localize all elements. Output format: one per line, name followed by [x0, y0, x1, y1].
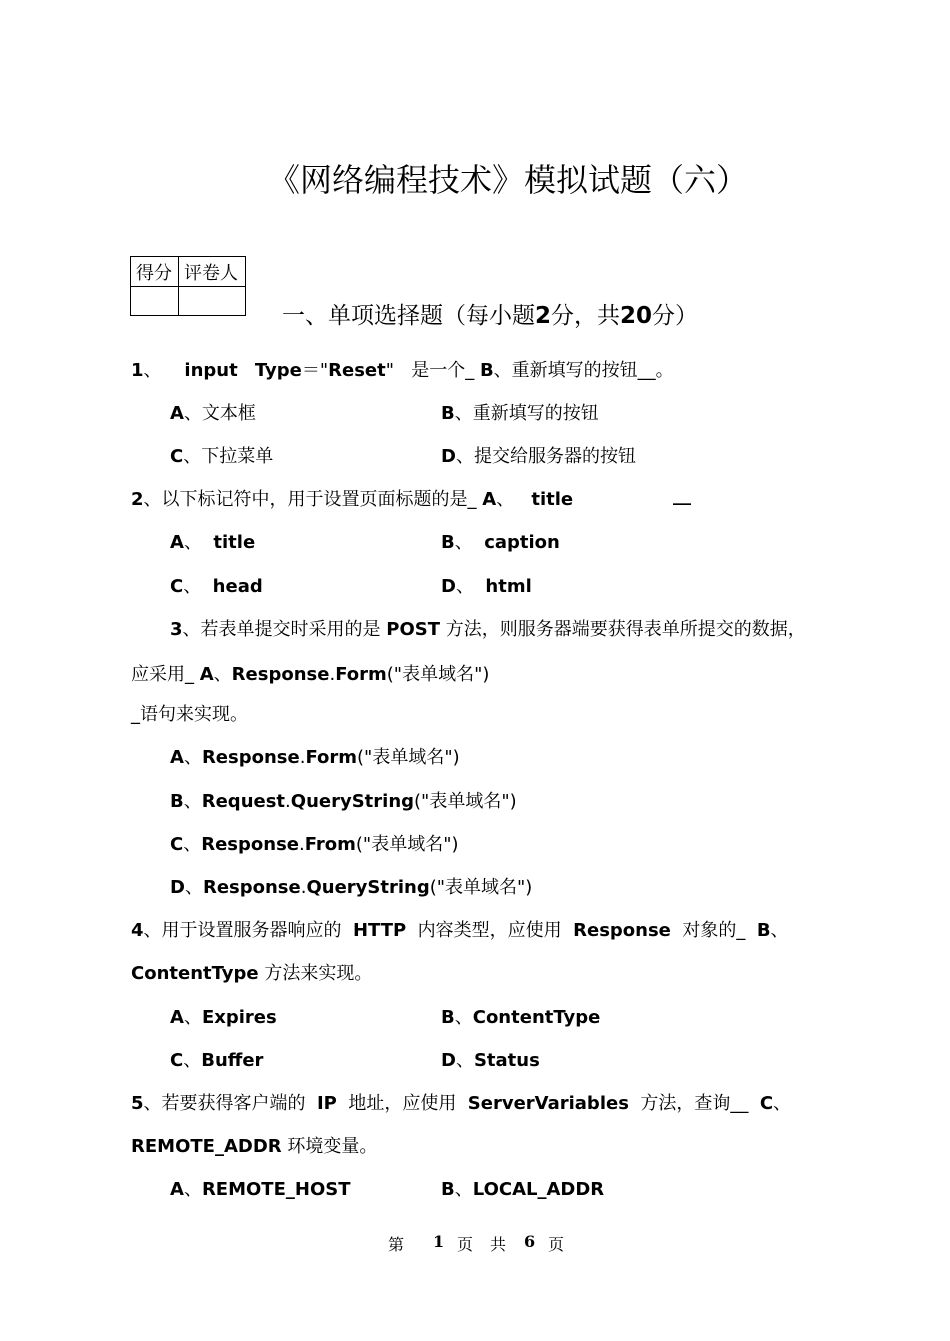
q2-option-a: A、 title	[170, 532, 256, 553]
q4-option-a: A、Expires	[170, 1007, 277, 1028]
q2-option-b: B、 caption	[441, 532, 560, 553]
q2-option-c: C、 head	[170, 576, 263, 597]
footer-page-number: 1	[433, 1232, 445, 1251]
score-header: 得分	[136, 263, 172, 284]
q3-option-a: A、Response.Form("表单域名")	[170, 747, 460, 768]
q4-option-b: B、ContentType	[441, 1007, 601, 1028]
footer-di: 第	[388, 1235, 405, 1254]
section-heading: 一、单项选择题（每小题2分，共20分）	[282, 303, 699, 329]
q1-option-a: A、文本框	[170, 403, 256, 424]
q2-blank: __	[673, 485, 691, 506]
question-1: 1、 input Type＝"Reset" 是一个_ B、重新填写的按钮__。	[131, 360, 674, 381]
footer-total-pages: 6	[524, 1232, 536, 1251]
q5-line-2: REMOTE_ADDR 环境变量。	[131, 1136, 378, 1157]
q3-line-3: _语句来实现。	[131, 704, 248, 725]
footer-gong: 共	[490, 1235, 507, 1254]
q5-option-a: A、REMOTE_HOST	[170, 1179, 351, 1200]
q5-option-b: B、LOCAL_ADDR	[441, 1179, 605, 1200]
grader-header: 评卷人	[184, 263, 238, 284]
question-3: 3、若表单提交时采用的是 POST 方法，则服务器端要获得表单所提交的数据，	[170, 619, 806, 640]
q2-option-d: D、 html	[441, 576, 532, 597]
q1-option-b: B、重新填写的按钮	[441, 403, 599, 424]
q3-option-b: B、Request.QueryString("表单域名")	[170, 791, 517, 812]
page-title: 《网络编程技术》模拟试题（六）	[268, 161, 749, 199]
q1-option-c: C、下拉菜单	[170, 446, 274, 467]
q4-option-d: D、Status	[441, 1050, 540, 1071]
footer-ye-2: 页	[548, 1235, 565, 1254]
q3-option-c: C、Response.From("表单域名")	[170, 834, 459, 855]
question-5: 5、若要获得客户端的 IP 地址，应使用 ServerVariables 方法，查询__ C、	[131, 1093, 792, 1114]
q3-line-2: 应采用_ A、Response.Form("表单域名")	[131, 664, 490, 685]
q4-line-2: ContentType 方法来实现。	[131, 963, 373, 984]
question-4: 4、用于设置服务器响应的 HTTP 内容类型，应使用 Response 对象的_ B、	[131, 920, 789, 941]
footer-ye-1: 页	[457, 1235, 474, 1254]
q1-option-d: D、提交给服务器的按钮	[441, 446, 636, 467]
q4-option-c: C、Buffer	[170, 1050, 264, 1071]
question-2: 2、以下标记符中，用于设置页面标题的是_ A、 title	[131, 489, 574, 510]
score-table	[130, 256, 246, 316]
q3-option-d: D、Response.QueryString("表单域名")	[170, 877, 533, 898]
